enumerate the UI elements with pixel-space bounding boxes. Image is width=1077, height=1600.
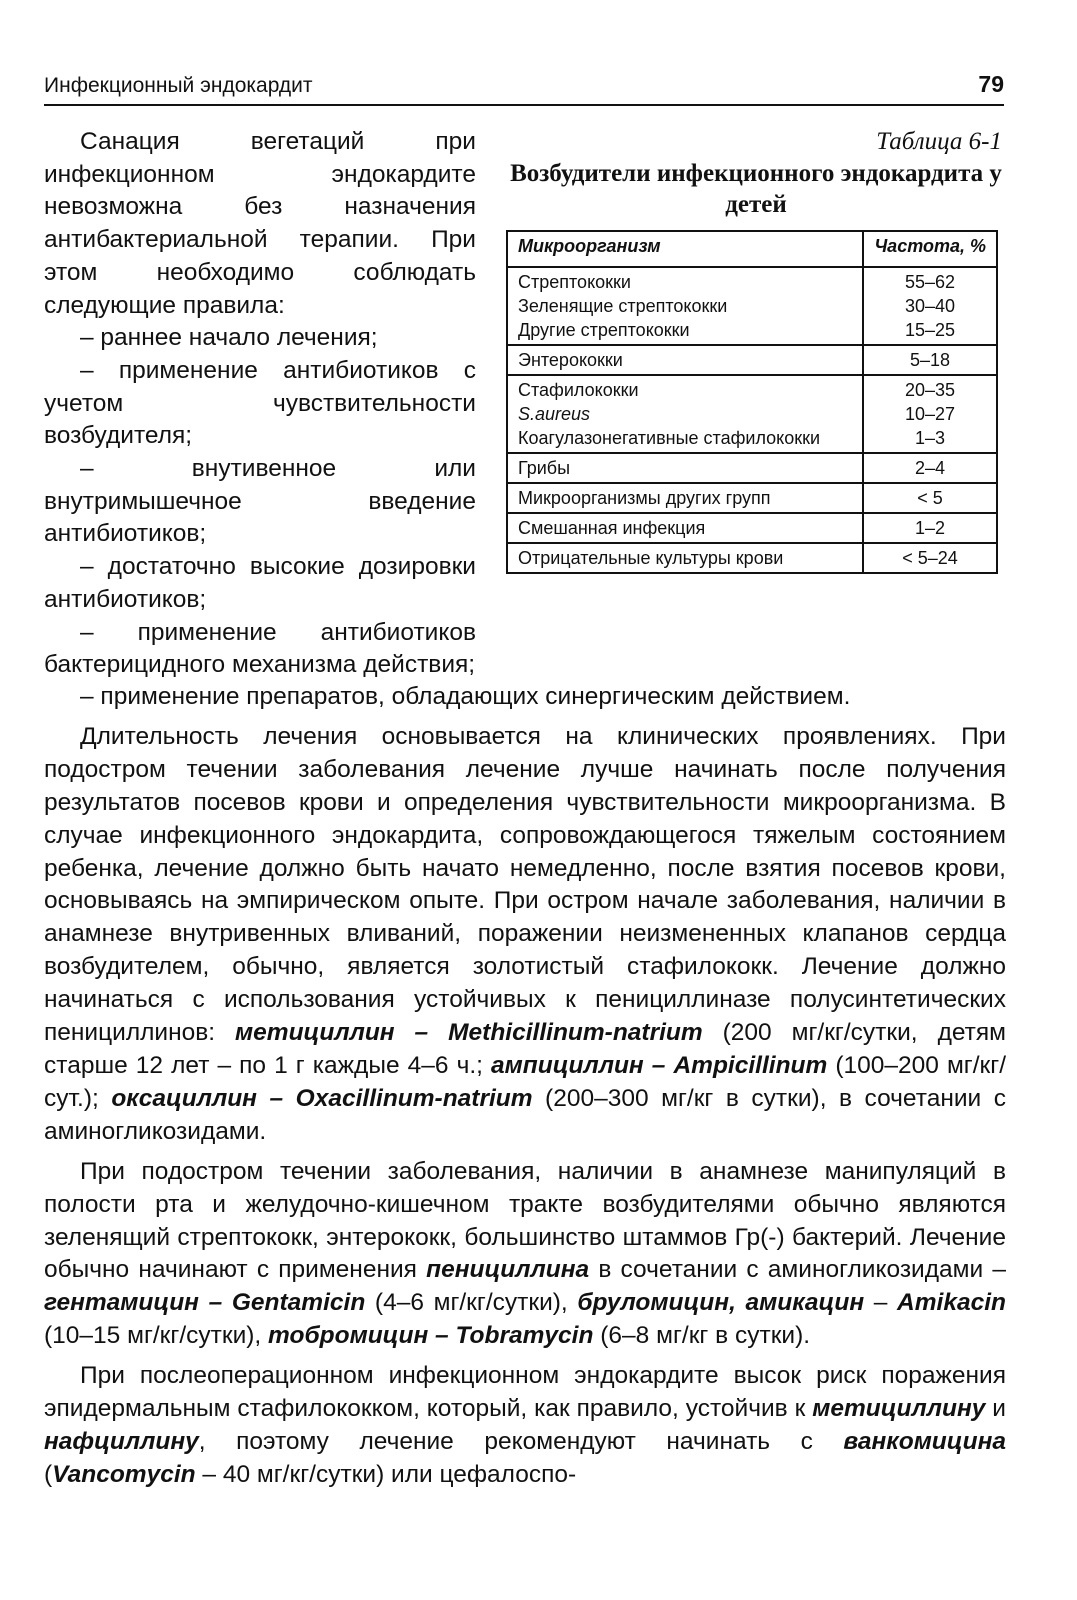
table-row (507, 513, 997, 543)
drug-name: Amikacin (897, 1289, 1006, 1317)
organism-cell (507, 513, 863, 543)
drug-name: нафциллину (44, 1427, 199, 1455)
frequency-value: 30–40 (904, 296, 956, 316)
rule-item: – раннее начало лечения; (80, 324, 378, 352)
frequency-cell (863, 345, 997, 375)
text-run: ( (44, 1460, 53, 1488)
text-run: (10–15 мг/кг/сутки), (44, 1322, 269, 1350)
table-row (507, 267, 997, 345)
organism-name: Коагулазонегативные стафилококки (518, 428, 821, 448)
frequency-value: 1–2 (914, 518, 946, 538)
main-text (44, 681, 1006, 1492)
frequency-value: 20–35 (904, 380, 956, 400)
drug-name: метициллину (812, 1395, 986, 1423)
rule-item: – применение антибиотиков с учетом чувствительности возбудителя; (44, 356, 476, 450)
body-paragraph (44, 1360, 1006, 1492)
column-header-frequency: Частота, % (863, 231, 997, 267)
organism-name: Микроорганизмы других групп (518, 488, 771, 508)
rule-item: – применение препаратов, обладающих синергическим действием. (80, 683, 851, 710)
frequency-cell (863, 453, 997, 483)
table-header-row (507, 231, 997, 267)
frequency-value: 1–3 (914, 428, 946, 448)
organism-cell (507, 267, 863, 345)
text-run: – 40 мг/кг/сутки) или цефалоспо- (195, 1460, 577, 1488)
table-row (507, 375, 997, 453)
body-paragraph (44, 1156, 1006, 1353)
organism-cell (507, 375, 863, 453)
frequency-cell (863, 267, 997, 345)
text-run: и (985, 1395, 1006, 1423)
organism-cell (507, 345, 863, 375)
table-block (506, 126, 1006, 574)
text-run: (200 мг/кг/сутки, детям старше 12 лет – по 1 г каждые 4–6 ч.; (44, 1019, 1007, 1079)
organism-name: Грибы (518, 458, 571, 478)
organism-cell (507, 453, 863, 483)
frequency-value: 5–18 (909, 350, 951, 370)
rule-item: – внутивенное или внутримышечное введение антибиотиков; (44, 455, 476, 548)
table-title: Возбудители инфекционного эндокардита у детей (510, 160, 1002, 218)
frequency-value: 2–4 (914, 458, 946, 478)
drug-name: ампициллин – Ampicillinum (491, 1051, 828, 1079)
text-run: (200–300 мг/кг в сутки), в сочетании с аминогликозидами. (44, 1084, 1006, 1145)
drug-name: тобромицин – Tobramycin (268, 1322, 594, 1350)
frequency-value: < 5–24 (902, 548, 958, 568)
drug-name: Vancomycin (52, 1460, 196, 1488)
organism-name: Энтерококки (518, 350, 623, 370)
rule-item: – достаточно высокие дозировки антибиотиков; (44, 553, 476, 613)
organism-cell (507, 543, 863, 573)
organism-name: Смешанная инфекция (518, 518, 706, 538)
text-run: (100–200 мг/кг/сут.); (44, 1051, 1006, 1112)
frequency-cell (863, 375, 997, 453)
running-head (44, 64, 1004, 106)
table-row (507, 453, 997, 483)
text-run: – (864, 1289, 898, 1317)
text-run: При подостром течении заболевания, наличии в анамнезе манипуляций в полости рта и желудочно-кишечном тракте возбудителями обычно являются зеленящий стрептококк, энтерококк, большинство штаммов Гр(-) бактерий. Лечение обычно начинают с применения (44, 1157, 1006, 1284)
frequency-value: 15–25 (904, 320, 956, 340)
drug-name: оксациллин – Oxacillinum-natrium (111, 1084, 533, 1112)
organism-name: Другие стрептококки (518, 320, 690, 340)
text-run: в сочетании с аминогликозидами – (589, 1256, 1006, 1284)
frequency-value: 10–27 (904, 404, 956, 424)
table-row (507, 543, 997, 573)
organism-cell (507, 483, 863, 513)
frequency-cell (863, 483, 997, 513)
body-paragraph (44, 721, 1006, 1149)
pathogens-table (506, 230, 998, 574)
organism-name: Стрептококки (518, 272, 631, 292)
table-row (507, 345, 997, 375)
text-run: (4–6 мг/кг/сутки), (365, 1289, 578, 1317)
left-column-text (44, 126, 476, 682)
text-run: (6–8 мг/кг в сутки). (593, 1322, 811, 1350)
frequency-cell (863, 543, 997, 573)
text-run: , поэтому лечение рекомендуют начинать с (198, 1427, 844, 1455)
drug-name: бруломицин, амикацин (577, 1289, 865, 1317)
table-row (507, 483, 997, 513)
organism-name: Стафилококки (518, 380, 639, 400)
page-number: 79 (978, 71, 1004, 97)
frequency-value: < 5 (917, 488, 943, 508)
table-number: Таблица 6-1 (876, 128, 1002, 155)
frequency-value: 55–62 (904, 272, 956, 292)
drug-name: ванкомицина (843, 1427, 1006, 1455)
frequency-cell (863, 513, 997, 543)
drug-name: метициллин – Methicillinum-natrium (235, 1019, 703, 1047)
text-run: При послеоперационном инфекционном эндокардите высок риск поражения эпидермальным стафилококком, который, как правило, устойчив к (44, 1362, 1006, 1423)
drug-name: пенициллина (426, 1256, 590, 1284)
intro-paragraph: Санация вегетаций при инфекционном эндокардите невозможна без назначения антибактериальной терапии. При этом необходимо соблюдать следующие правила: (44, 128, 476, 319)
organism-name: Зеленящие стрептококки (518, 296, 728, 316)
running-title: Инфекционный эндокардит (44, 74, 313, 97)
organism-name: S.aureus (518, 404, 591, 424)
rule-item: – применение антибиотиков бактерицидного механизма действия; (44, 618, 476, 679)
drug-name: гентамицин – Gentamicin (44, 1289, 366, 1317)
organism-name: Отрицательные культуры крови (518, 548, 784, 568)
column-header-organism: Микроорганизм (507, 231, 863, 267)
text-run: Длительность лечения основывается на клинических проявлениях. При подостром течении заболевания лечение лучше начинать после получения результатов посевов крови и определения чувствительности микроорганизма. В случае инфекционного эндокардита, сопровождающегося тяжелым состоянием ребенка, лечение должно быть начато немедленно, после взятия посевов крови, основываясь на эмпирическом опыте. При остром начале заболевания, наличии в анамнезе внутривенных вливаний, поражении неизмененных клапанов сердца возбудителем, обычно, является золотистый стафилококк. Лечение должно начинаться с использования устойчивых к пенициллиназе полусинтетических пенициллинов: (44, 722, 1006, 1047)
